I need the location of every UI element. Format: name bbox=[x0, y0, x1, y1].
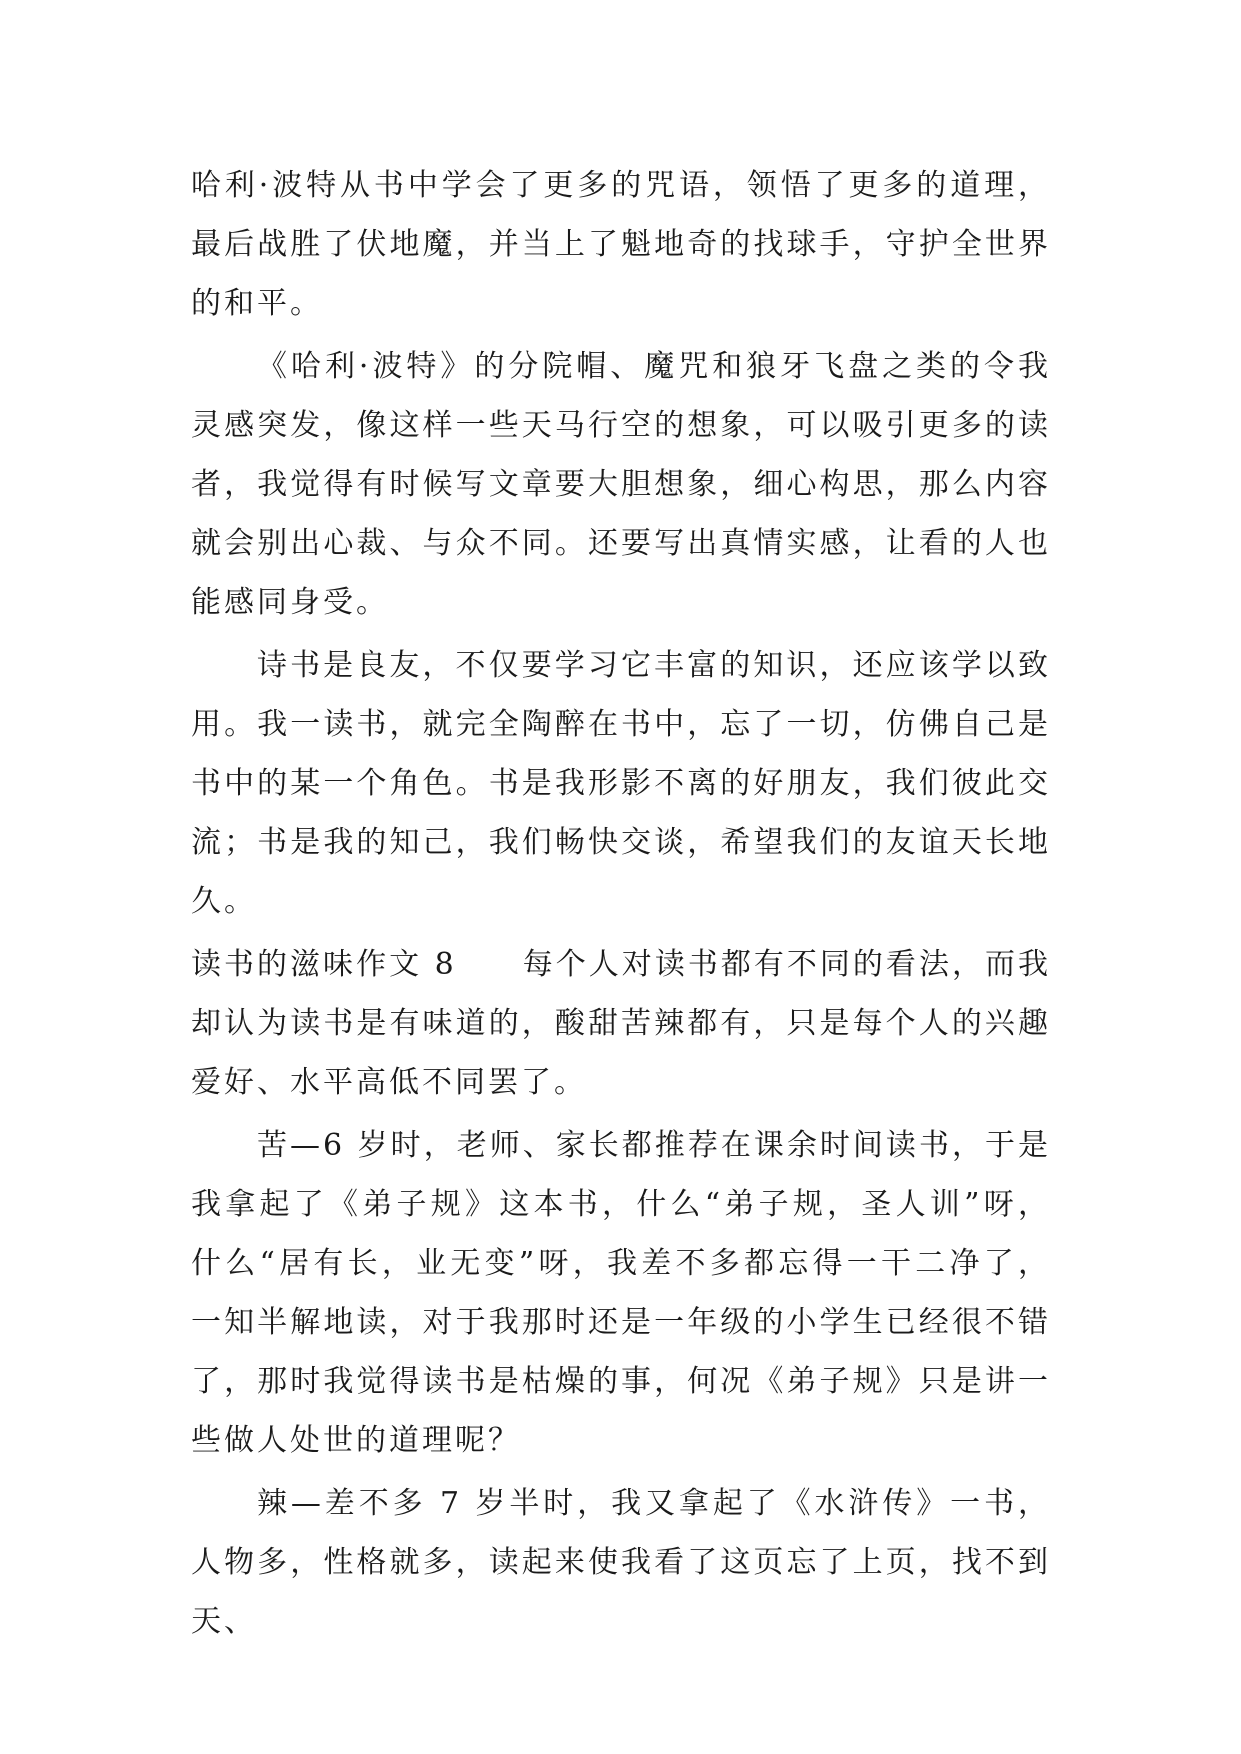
paragraph: 哈利·波特从书中学会了更多的咒语，领悟了更多的道理，最后战胜了伏地魔，并当上了魁地奇的找球手，守护全世界的和平。 bbox=[191, 168, 1051, 321]
document-body bbox=[191, 156, 1051, 1655]
essay-intro-paragraph bbox=[191, 935, 1051, 1112]
paragraph: 《哈利·波特》的分院帽、魔咒和狼牙飞盘之类的令我灵感突发，像这样一些天马行空的想象，可以吸引更多的读者，我觉得有时候写文章要大胆想象，细心构思，那么内容就会别出心裁、与众不同。还要写出真情实感，让看的人也能感同身受。 bbox=[191, 349, 1051, 620]
paragraph: 辣—差不多 7 岁半时，我又拿起了《水浒传》一书，人物多，性格就多，读起来使我看了这页忘了上页，找不到天、 bbox=[191, 1486, 1051, 1639]
essay-intro-text: 每个人对读书都有不同的看法，而我却认为读书是有味道的，酸甜苦辣都有，只是每个人的兴趣爱好、水平高低不同罢了。 bbox=[191, 947, 1051, 1100]
essay-title: 读书的滋味作文 8 bbox=[191, 947, 457, 982]
paragraph: 诗书是良友，不仅要学习它丰富的知识，还应该学以致用。我一读书，就完全陶醉在书中，忘了一切，仿佛自己是书中的某一个角色。书是我形影不离的好朋友，我们彼此交流；书是我的知己，我们畅快交谈，希望我们的友谊天长地久。 bbox=[191, 648, 1051, 919]
paragraph: 苦—6 岁时，老师、家长都推荐在课余时间读书，于是我拿起了《弟子规》这本书，什么“弟子规，圣人训”呀，什么“居有长，业无变”呀，我差不多都忘得一干二净了，一知半解地读，对于我那时还是一年级的小学生已经很不错了，那时我觉得读书是枯燥的事，何况《弟子规》只是讲一些做人处世的道理呢？ bbox=[191, 1128, 1051, 1458]
